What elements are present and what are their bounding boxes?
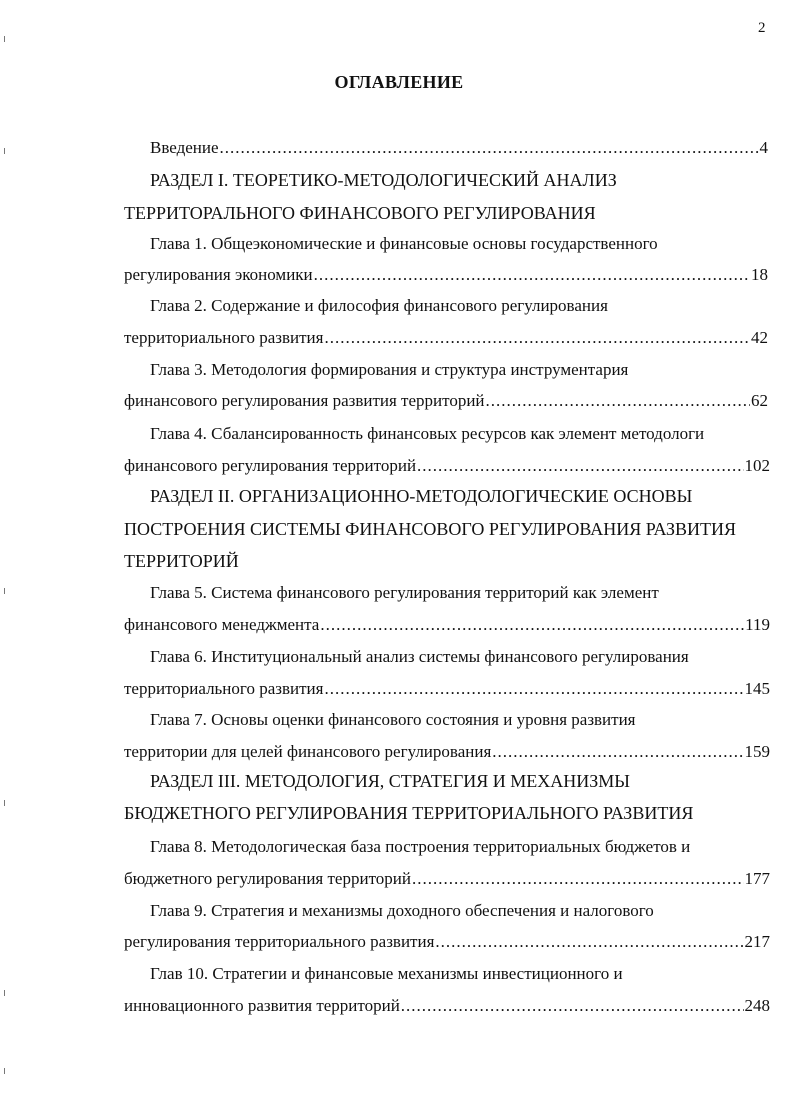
leader-dots bbox=[324, 328, 750, 348]
toc-entry-ch10-title[interactable]: Глав 10. Стратегии и финансовые механизмы инвестиционного и bbox=[150, 964, 623, 983]
leader-dots bbox=[314, 265, 750, 285]
leader-dots bbox=[486, 391, 750, 411]
toc-entry-ch7[interactable] bbox=[124, 742, 770, 762]
page-number: 2 bbox=[758, 20, 766, 36]
toc-entry-ch8-title[interactable]: Глава 8. Методологическая база построения территориальных бюджетов и bbox=[150, 837, 691, 856]
section-2-heading-line1[interactable]: РАЗДЕЛ II. ОРГАНИЗАЦИОННО-МЕТОДОЛОГИЧЕСКИЕ ОСНОВЫ bbox=[150, 486, 693, 506]
leader-dots bbox=[401, 996, 744, 1016]
toc-entry-text: финансового менеджмента bbox=[124, 615, 320, 634]
section-2-heading-line2[interactable]: ПОСТРОЕНИЯ СИСТЕМЫ ФИНАНСОВОГО РЕГУЛИРОВАНИЯ РАЗВИТИЯ bbox=[124, 519, 737, 539]
leader-dots bbox=[417, 456, 743, 476]
toc-entry-page: 42 bbox=[751, 328, 768, 347]
toc-entry-ch8[interactable] bbox=[124, 869, 770, 889]
section-1-heading-line1[interactable]: РАЗДЕЛ I. ТЕОРЕТИКО-МЕТОДОЛОГИЧЕСКИЙ АНАЛИЗ bbox=[150, 170, 617, 190]
leader-dots bbox=[412, 869, 744, 889]
section-3-heading-line1[interactable]: РАЗДЕЛ III. МЕТОДОЛОГИЯ, СТРАТЕГИЯ И МЕХАНИЗМЫ bbox=[150, 771, 631, 791]
toc-entry-text: регулирования территориального развития bbox=[124, 932, 435, 951]
toc-entry-page: 159 bbox=[744, 742, 770, 761]
toc-entry-ch5-title[interactable]: Глава 5. Система финансового регулирования территорий как элемент bbox=[150, 583, 659, 602]
toc-entry-ch6-title[interactable]: Глава 6. Институциональный анализ системы финансового регулирования bbox=[150, 647, 689, 666]
toc-entry-ch4-title[interactable]: Глава 4. Сбалансированность финансовых ресурсов как элемент методологи bbox=[150, 424, 705, 443]
toc-entry-text: бюджетного регулирования территорий bbox=[124, 869, 411, 888]
toc-entry-ch3-title[interactable]: Глава 3. Методология формирования и структура инструментария bbox=[150, 360, 629, 379]
scan-margin-mark bbox=[4, 800, 8, 806]
toc-entry-ch1-title[interactable]: Глава 1. Общеэкономические и финансовые основы государственного bbox=[150, 234, 658, 253]
toc-entry-intro[interactable] bbox=[150, 138, 768, 158]
toc-entry-text: территории для целей финансового регулирования bbox=[124, 742, 492, 761]
scan-margin-mark bbox=[4, 1068, 8, 1074]
toc-entry-ch6[interactable] bbox=[124, 679, 770, 699]
leader-dots bbox=[320, 615, 744, 635]
leader-dots bbox=[492, 742, 743, 762]
toc-entry-ch2[interactable] bbox=[124, 328, 768, 348]
toc-entry-ch10[interactable] bbox=[124, 996, 770, 1016]
toc-entry-ch4[interactable] bbox=[124, 456, 770, 476]
toc-entry-page: 217 bbox=[744, 932, 770, 951]
toc-entry-ch9[interactable] bbox=[124, 932, 770, 952]
toc-entry-page: 145 bbox=[744, 679, 770, 698]
toc-entry-text: Введение bbox=[150, 138, 219, 157]
toc-entry-text: территориального развития bbox=[124, 679, 324, 698]
toc-entry-ch3[interactable] bbox=[124, 391, 768, 411]
toc-entry-text: регулирования экономики bbox=[124, 265, 313, 284]
toc-entry-ch7-title[interactable]: Глава 7. Основы оценки финансового состояния и уровня развития bbox=[150, 710, 636, 729]
toc-entry-text: финансового регулирования территорий bbox=[124, 456, 417, 475]
section-1-heading-line2[interactable]: ТЕРРИТОРАЛЬНОГО ФИНАНСОВОГО РЕГУЛИРОВАНИЯ bbox=[124, 203, 596, 223]
leader-dots bbox=[324, 679, 743, 699]
toc-entry-page: 177 bbox=[744, 869, 770, 888]
page-title: ОГЛАВЛЕНИЕ bbox=[334, 72, 464, 92]
section-2-heading-line3[interactable]: ТЕРРИТОРИЙ bbox=[124, 551, 239, 571]
toc-entry-ch9-title[interactable]: Глава 9. Стратегия и механизмы доходного обеспечения и налогового bbox=[150, 901, 654, 920]
scan-margin-mark bbox=[4, 588, 8, 594]
leader-dots bbox=[220, 138, 759, 158]
toc-entry-ch2-title[interactable]: Глава 2. Содержание и философия финансового регулирования bbox=[150, 296, 608, 315]
toc-entry-page: 102 bbox=[744, 456, 770, 475]
toc-entry-page: 18 bbox=[751, 265, 768, 284]
toc-entry-page: 4 bbox=[759, 138, 768, 157]
toc-entry-ch5[interactable] bbox=[124, 615, 770, 635]
toc-entry-text: инновационного развития территорий bbox=[124, 996, 400, 1015]
toc-entry-page: 62 bbox=[751, 391, 768, 410]
scan-margin-mark bbox=[4, 148, 8, 154]
scan-margin-mark bbox=[4, 36, 8, 42]
toc-entry-text: территориального развития bbox=[124, 328, 324, 347]
leader-dots bbox=[435, 932, 743, 952]
toc-entry-ch1[interactable] bbox=[124, 265, 768, 285]
toc-entry-page: 119 bbox=[745, 615, 770, 634]
toc-entry-page: 248 bbox=[744, 996, 770, 1015]
section-3-heading-line2[interactable]: БЮДЖЕТНОГО РЕГУЛИРОВАНИЯ ТЕРРИТОРИАЛЬНОГО РАЗВИТИЯ bbox=[124, 803, 694, 823]
toc-entry-text: финансового регулирования развития территорий bbox=[124, 391, 485, 410]
scan-margin-mark bbox=[4, 990, 8, 996]
